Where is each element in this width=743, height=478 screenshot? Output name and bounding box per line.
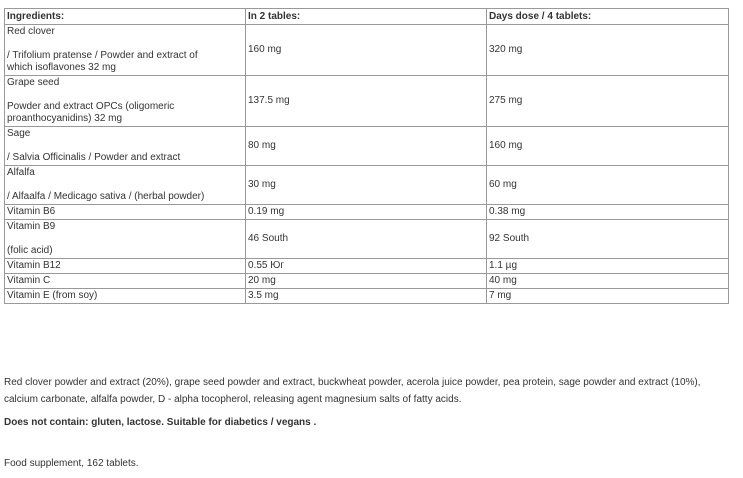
ingredient-name-cell bbox=[5, 25, 246, 76]
ingredient-name-cell bbox=[5, 259, 246, 274]
day-dose-cell: 0.38 mg bbox=[487, 205, 729, 220]
ingredient-name-cell bbox=[5, 289, 246, 304]
in-two-tablets-cell: 30 mg bbox=[246, 166, 487, 205]
table-row bbox=[5, 205, 729, 220]
table-row bbox=[5, 25, 729, 76]
ingredient-name-line: Vitamin B9 bbox=[7, 221, 56, 232]
ingredient-name-line bbox=[7, 233, 243, 245]
ingredient-name-cell bbox=[5, 274, 246, 289]
table-row bbox=[5, 259, 729, 274]
ingredient-name-line: Grape seed bbox=[7, 77, 60, 88]
day-dose-cell: 40 mg bbox=[487, 274, 729, 289]
ingredient-name-line: Vitamin E (from soy) bbox=[7, 290, 98, 301]
ingredient-name-line: proanthocyanidins) 32 mg bbox=[7, 113, 123, 124]
column-header-day-dose: Days dose / 4 tablets: bbox=[487, 9, 729, 25]
in-two-tablets-cell: 0.55 Юг bbox=[246, 259, 487, 274]
ingredient-name-line: / Trifolium pratense / Powder and extract of bbox=[7, 50, 198, 61]
day-dose-cell: 1.1 µg bbox=[487, 259, 729, 274]
ingredient-name-line: Red clover bbox=[7, 26, 55, 37]
day-dose-cell: 60 mg bbox=[487, 166, 729, 205]
in-two-tablets-cell: 0.19 mg bbox=[246, 205, 487, 220]
in-two-tablets-cell: 137.5 mg bbox=[246, 76, 487, 127]
table-row bbox=[5, 76, 729, 127]
day-dose-cell: 92 South bbox=[487, 220, 729, 259]
ingredients-paragraph: Red clover powder and extract (20%), grape seed powder and extract, buckwheat powder, acerola juice powder, pea protein, sage powder and extract (10%), calcium carbonate, alfalfa powder, D - alpha tocopherol, releasing agent magnesium salts of fatty acids. bbox=[4, 377, 701, 405]
ingredient-name-cell bbox=[5, 205, 246, 220]
in-two-tablets-cell: 160 mg bbox=[246, 25, 487, 76]
in-two-tablets-cell: 20 mg bbox=[246, 274, 487, 289]
product-description: Food supplement, 162 tablets. bbox=[4, 458, 139, 469]
ingredient-name-line: (folic acid) bbox=[7, 245, 53, 256]
ingredient-name-line bbox=[7, 89, 243, 101]
ingredient-name-line: Alfalfa bbox=[7, 167, 35, 178]
nutrition-table bbox=[4, 8, 729, 304]
ingredient-name-line bbox=[7, 140, 243, 152]
in-two-tablets-cell: 80 mg bbox=[246, 127, 487, 166]
ingredient-name-line: / Alfaalfa / Medicago sativa / (herbal powder) bbox=[7, 191, 205, 202]
ingredient-name-cell bbox=[5, 76, 246, 127]
ingredient-name-line: Vitamin B12 bbox=[7, 260, 61, 271]
in-two-tablets-cell: 46 South bbox=[246, 220, 487, 259]
column-header-ingredients: Ingredients: bbox=[5, 9, 246, 25]
day-dose-cell: 160 mg bbox=[487, 127, 729, 166]
table-row bbox=[5, 127, 729, 166]
ingredient-name-line: Vitamin B6 bbox=[7, 206, 56, 217]
table-row bbox=[5, 274, 729, 289]
table-row bbox=[5, 289, 729, 304]
ingredient-name-cell bbox=[5, 127, 246, 166]
table-row bbox=[5, 166, 729, 205]
ingredient-name-cell bbox=[5, 166, 246, 205]
day-dose-cell: 7 mg bbox=[487, 289, 729, 304]
ingredient-name-cell bbox=[5, 220, 246, 259]
ingredient-name-line bbox=[7, 179, 243, 191]
table-header-row bbox=[5, 9, 729, 25]
column-header-in-two-tablets: In 2 tables: bbox=[246, 9, 487, 25]
ingredient-name-line: Sage bbox=[7, 128, 31, 139]
ingredient-name-line: which isoflavones 32 mg bbox=[7, 62, 116, 73]
ingredient-name-line bbox=[7, 38, 243, 50]
ingredient-name-line: / Salvia Officinalis / Powder and extract bbox=[7, 152, 181, 163]
ingredient-name-line: Powder and extract OPCs (oligomeric bbox=[7, 101, 175, 112]
day-dose-cell: 275 mg bbox=[487, 76, 729, 127]
ingredient-name-line: Vitamin C bbox=[7, 275, 51, 286]
claims-paragraph: Does not contain: gluten, lactose. Suitable for diabetics / vegans . bbox=[4, 417, 317, 428]
day-dose-cell: 320 mg bbox=[487, 25, 729, 76]
table-row bbox=[5, 220, 729, 259]
in-two-tablets-cell: 3.5 mg bbox=[246, 289, 487, 304]
